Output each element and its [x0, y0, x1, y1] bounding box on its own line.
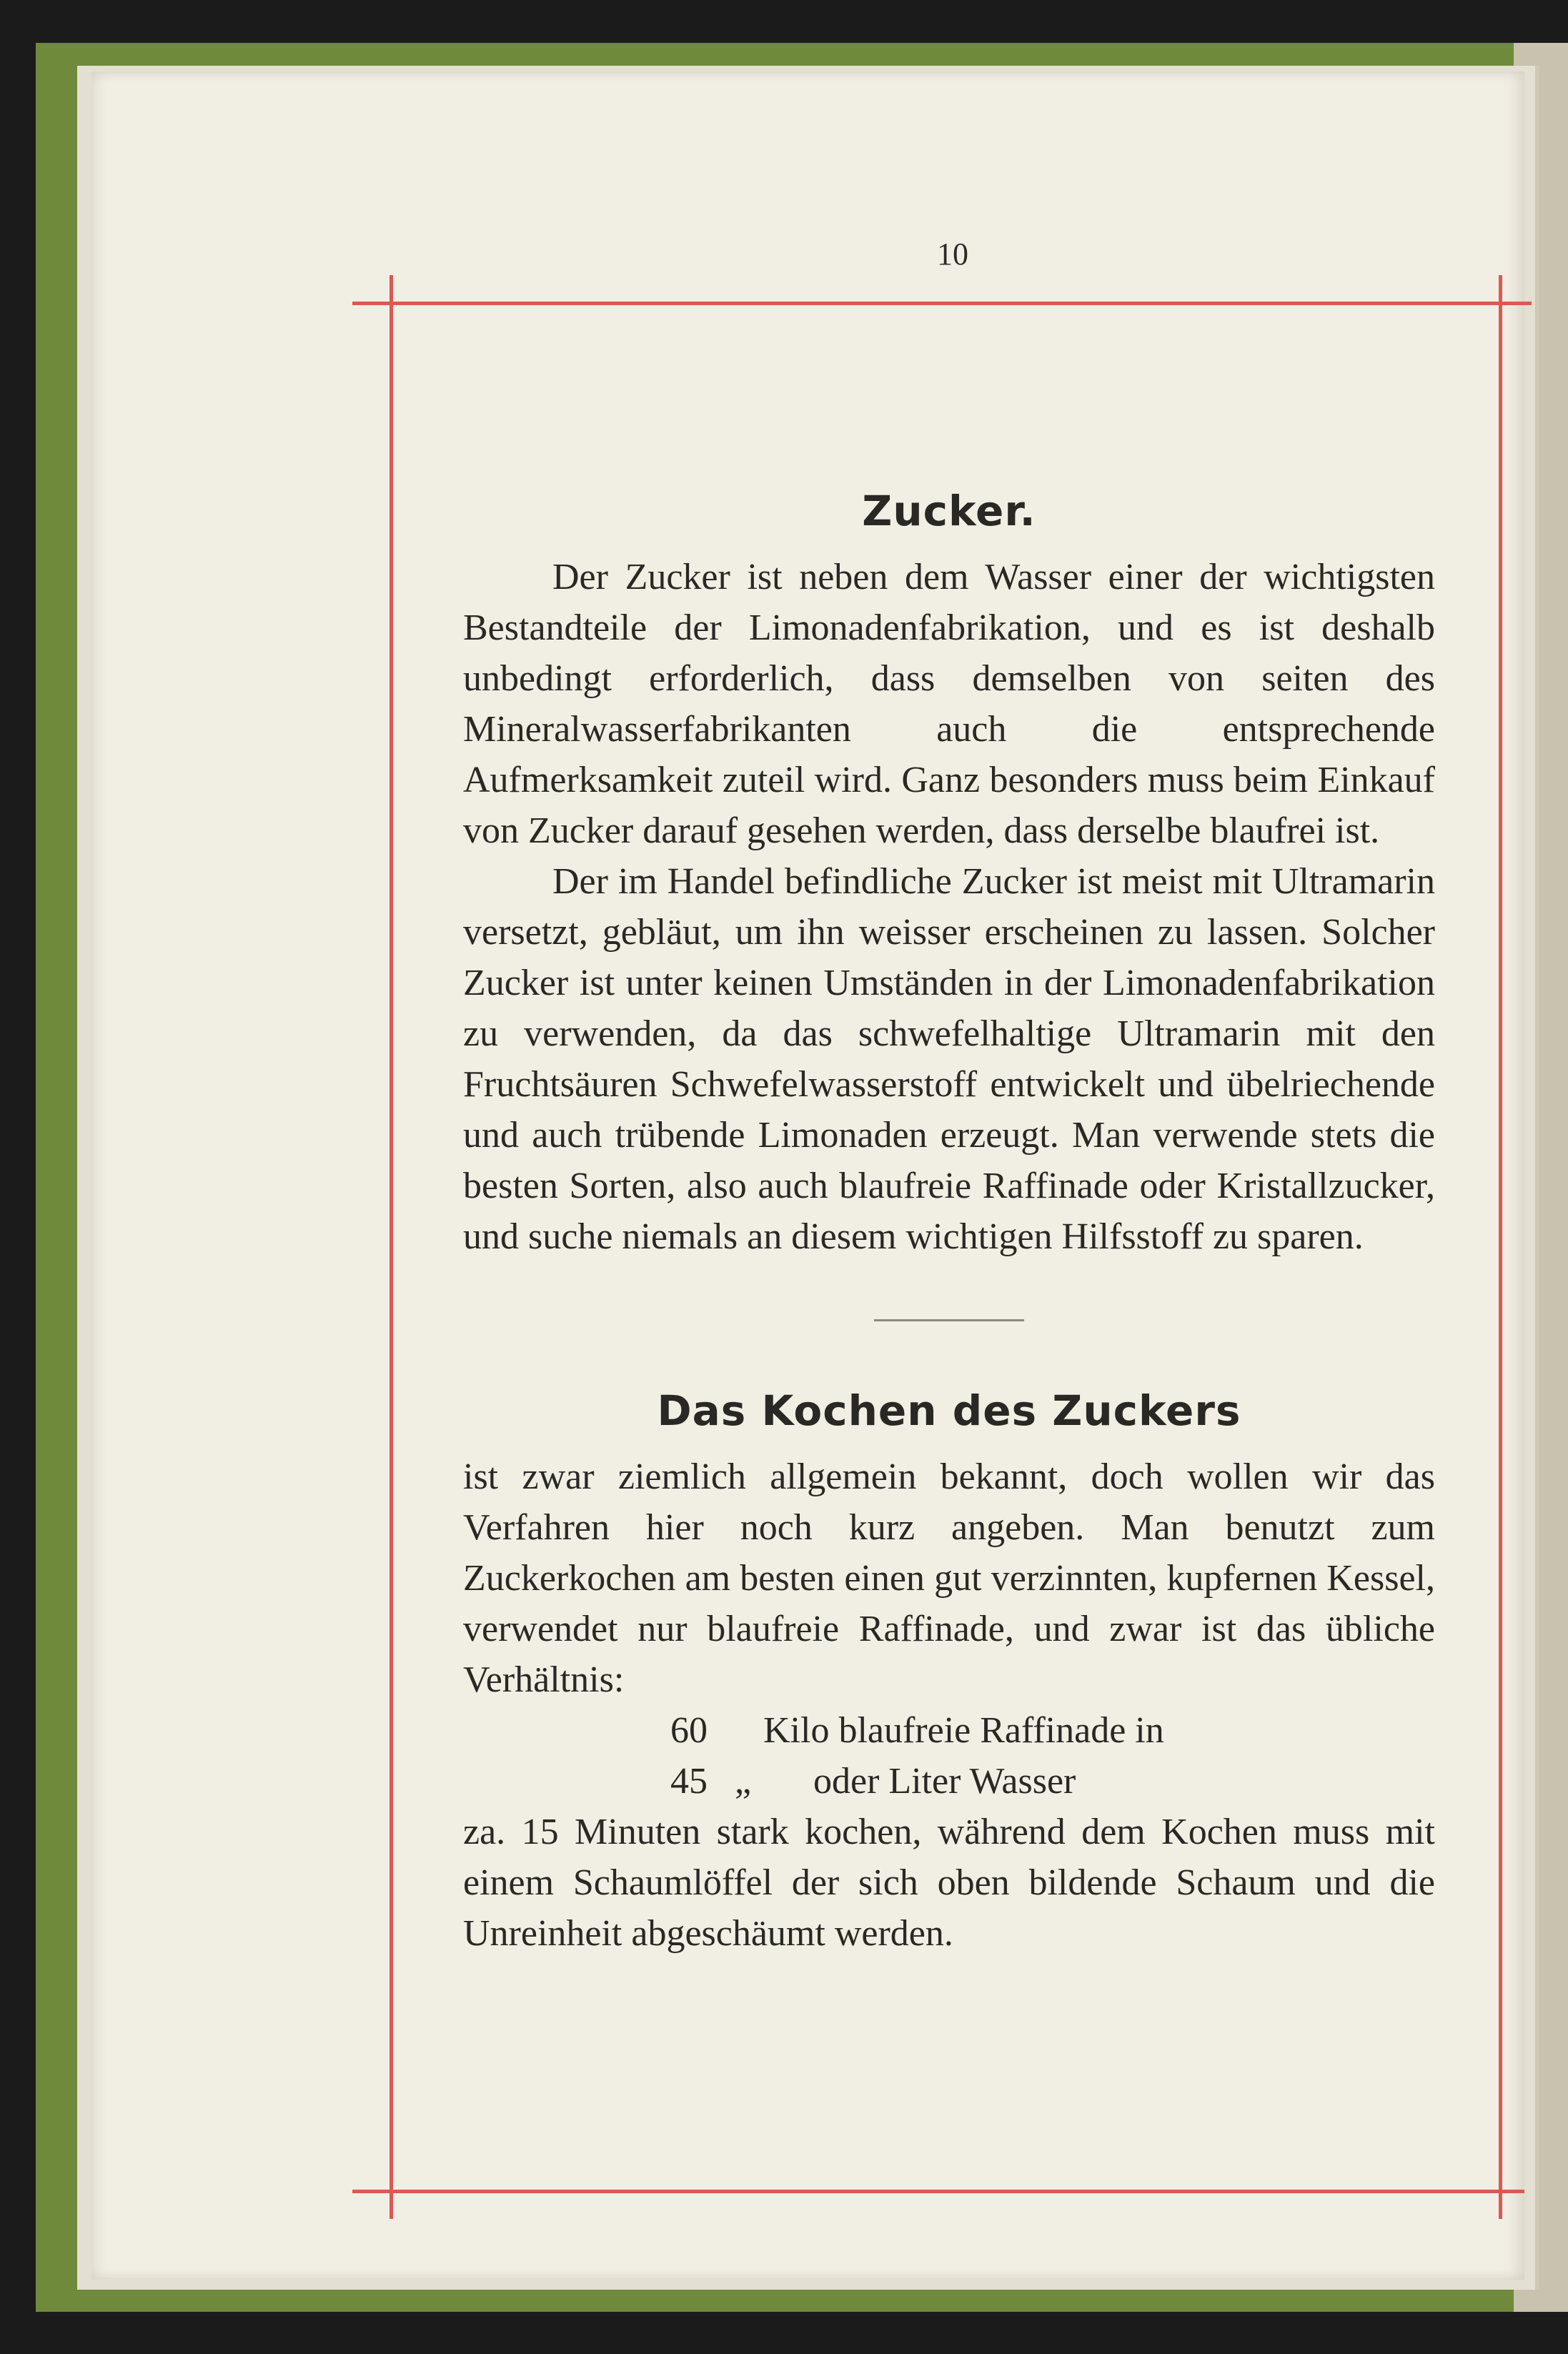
- paragraph: Der im Handel befindliche Zucker ist meist mit Ultramarin versetzt, gebläut, um ihn weisser erscheinen zu lassen. Solcher Zucker ist unter keinen Umständen in der Limonadenfabrikation zu verwenden, da das schwefelhaltige Ultramarin mit den Fruchtsäuren Schwefelwasserstoff entwickelt und übelriechende und auch trübende Limonaden erzeugt. Man verwende stets die besten Sorten, also auch blaufreie Raffinade oder Kristallzucker, und suche niemals an diesem wichtigen Hilfsstoff zu sparen.: [463, 861, 1435, 1257]
- paragraph: Der Zucker ist neben dem Wasser einer der wichtigsten Bestandteile der Limonadenfabrikation, und es ist deshalb unbedingt erforderlich, dass demselben von seiten des Mineralwasserfabrikanten auch die entsprechende Aufmerksamkeit zuteil wird. Ganz besonders muss beim Einkauf von Zucker darauf gesehen werden, dass derselbe blaufrei ist.: [463, 557, 1435, 851]
- frame-rule-left: [389, 275, 393, 2219]
- page-content: [463, 486, 1435, 1959]
- ratio-quantity: 60: [670, 1710, 708, 1751]
- ratio-text: Kilo blaufreie Raffinade in: [763, 1710, 1164, 1751]
- section-divider: [874, 1319, 1024, 1321]
- frame-rule-top: [352, 302, 1532, 305]
- paragraph: za. 15 Minuten stark kochen, während dem Kochen muss mit einem Schaumlöffel der sich oben bildende Schaum und die Unreinheit abgeschäumt werden.: [463, 1812, 1435, 1954]
- section-heading-zucker: Zucker.: [862, 487, 1036, 535]
- frame-rule-bottom: [352, 2190, 1524, 2193]
- ratio-line: [463, 1756, 1435, 1807]
- ratio-text: oder Liter Wasser: [813, 1761, 1076, 1802]
- book-page: [91, 71, 1524, 2280]
- section-heading-kochen: Das Kochen des Zuckers: [657, 1386, 1241, 1435]
- ditto-mark: „: [735, 1761, 752, 1802]
- ratio-line: [463, 1705, 1435, 1756]
- page-number: 10: [937, 237, 968, 272]
- ratio-quantity: 45: [670, 1761, 708, 1802]
- frame-rule-right: [1499, 275, 1502, 2219]
- paragraph: ist zwar ziemlich allgemein bekannt, doch wollen wir das Verfahren hier noch kurz angeben. Man benutzt zum Zuckerkochen am besten einen gut verzinnten, kupfernen Kessel, verwendet nur blaufreie Raffinade, und zwar ist das übliche Verhältnis:: [463, 1456, 1435, 1700]
